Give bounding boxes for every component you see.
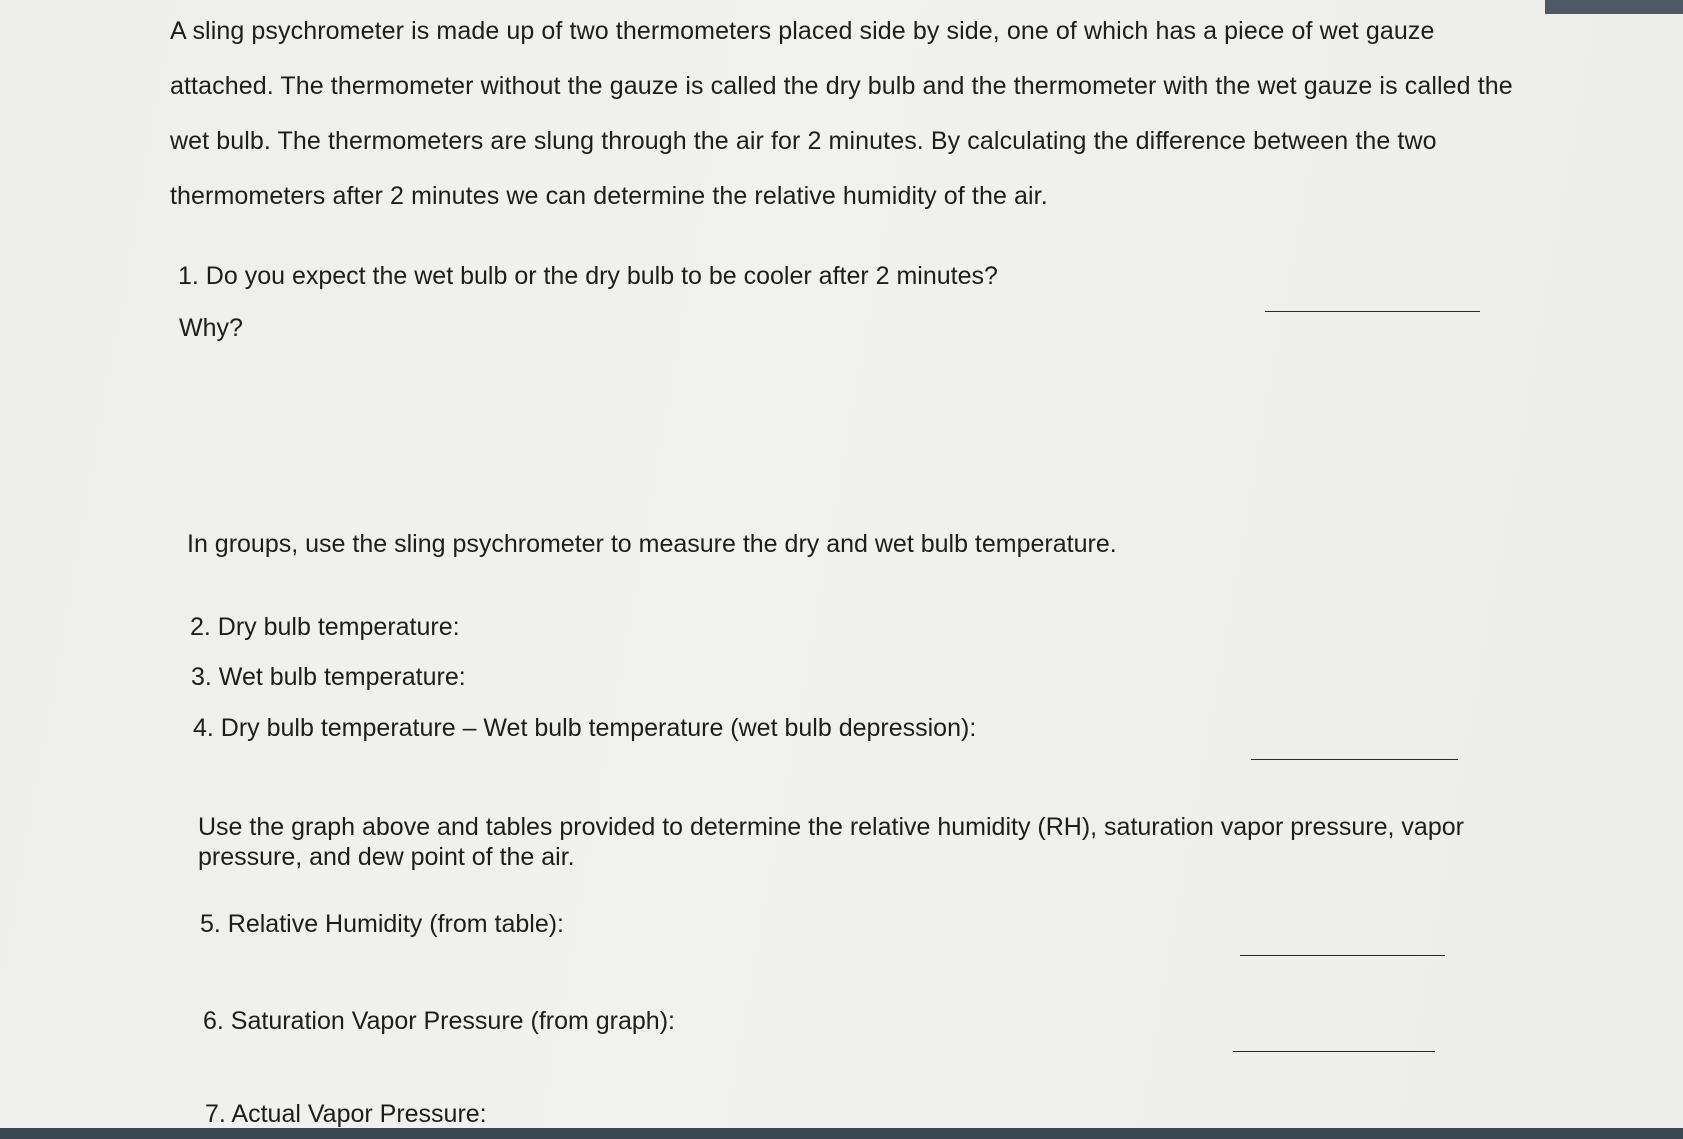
background-edge <box>1545 0 1683 14</box>
question-2: 2. Dry bulb temperature: <box>190 613 460 641</box>
question-7: 7. Actual Vapor Pressure: <box>205 1100 487 1128</box>
question-6: 6. Saturation Vapor Pressure (from graph): <box>203 1007 675 1035</box>
answer-line-4[interactable] <box>1251 759 1458 760</box>
question-3: 3. Wet bulb temperature: <box>191 663 466 691</box>
question-4: 4. Dry bulb temperature – Wet bulb temperature (wet bulb depression): <box>193 714 977 742</box>
group-instruction: In groups, use the sling psychrometer to measure the dry and wet bulb temperature. <box>187 530 1117 558</box>
question-5: 5. Relative Humidity (from table): <box>200 910 565 938</box>
question-1-why: Why? <box>179 314 243 342</box>
graph-instruction: Use the graph above and tables provided to determine the relative humidity (RH), saturation vapor pressure, vapor pressure, and dew point of the air. <box>198 813 1464 871</box>
background-edge-bottom <box>0 1128 1683 1139</box>
answer-line-1[interactable] <box>1265 311 1480 312</box>
intro-paragraph: A sling psychrometer is made up of two thermometers placed side by side, one of which has a piece of wet gauze attached. The thermometer without the gauze is called the dry bulb and the thermometer with the wet gauze is called the wet bulb. The thermometers are slung through the air for 2 minutes. By calculating the difference between the two thermometers after 2 minutes we can determine the relative humidity of the air. <box>170 17 1513 210</box>
answer-line-5[interactable] <box>1240 955 1445 956</box>
question-1: 1. Do you expect the wet bulb or the dry bulb to be cooler after 2 minutes? <box>178 262 998 290</box>
answer-line-6[interactable] <box>1233 1051 1435 1052</box>
